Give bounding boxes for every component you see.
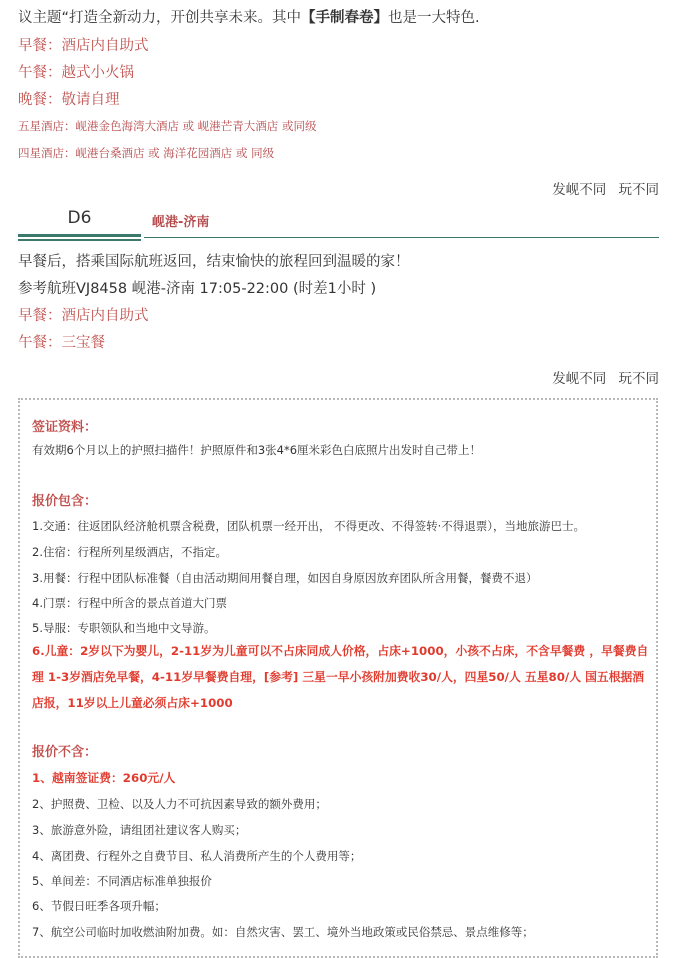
intro-prefix: 议主题“打造全新动力，开创共享未来。其中	[18, 10, 302, 26]
intro-suffix: 也是一大特色.	[388, 10, 480, 26]
breakfast-d6: 早餐：酒店内自助式	[18, 308, 149, 324]
dinner-d5: 晚餐：敬请自理	[18, 92, 120, 108]
day-label: D6	[67, 208, 92, 228]
day-route: 岘港-济南	[152, 215, 210, 230]
tag-line-1: 发岘不同 玩不同	[552, 182, 659, 198]
include-item: 5.导服：专职领队和当地中文导游。	[32, 621, 216, 635]
day6-header	[18, 204, 659, 240]
intro-bold: 【手制春卷】	[301, 10, 389, 26]
exclude-visa-fee: 1、越南签证费：260元/人	[32, 771, 176, 785]
hotel-five-star: 五星酒店：岘港金色海湾大酒店 或 岘港芒青大酒店 或同级	[18, 119, 317, 133]
exclude-item: 4、离团费、行程外之自费节目、私人消费所产生的个人费用等；	[32, 849, 362, 863]
lunch-d6: 午餐：三宝餐	[18, 335, 105, 351]
exclude-item: 2、护照费、卫检、以及人力不可抗因素导致的额外费用；	[32, 797, 327, 811]
day6-flight: 参考航班VJ8458 岘港-济南 17:05-22:00 (时差1小时 )	[18, 281, 377, 297]
day-divider	[144, 237, 659, 238]
include-title: 报价包含：	[32, 494, 98, 509]
day6-description: 早餐后，搭乘国际航班返回，结束愉快的旅程回到温暖的家！	[18, 254, 410, 270]
tag-line-2: 发岘不同 玩不同	[552, 371, 659, 387]
day-underline-2	[18, 239, 141, 241]
breakfast-d5: 早餐：酒店内自助式	[18, 38, 149, 54]
exclude-item: 6、节假日旺季各项升幅；	[32, 899, 166, 913]
child-policy: 6.儿童：2岁以下为婴儿，2-11岁为儿童可以不占床同成人价格，占床+1000，小孩不占床，不含早餐费 ，早餐费自理 1-3岁酒店免早餐，4-11岁早餐费自理，[参考] 三星一早小孩附加费收30/人，四星50/人 五星80/人 国五根据酒店报，11岁以上儿童必须占床+1000	[32, 644, 649, 710]
exclude-item: 3、旅游意外险，请组团社建议客人购买；	[32, 823, 247, 837]
visa-title: 签证资料：	[32, 420, 98, 435]
lunch-d5: 午餐：越式小火锅	[18, 65, 134, 81]
exclude-title: 报价不含：	[32, 745, 98, 760]
intro-line	[18, 6, 480, 27]
include-item: 3.用餐：行程中团队标准餐（自由活动期间用餐自理，如因自身原因放弃团队所含用餐，餐费不退）	[32, 571, 538, 585]
exclude-item: 7、航空公司临时加收燃油附加费。如：自然灾害、罢工、境外当地政策或民俗禁忌、景点维修等；	[32, 925, 534, 939]
include-item: 4.门票：行程中所含的景点首道大门票	[32, 596, 227, 610]
visa-text: 有效期6个月以上的护照扫描件！护照原件和3张4*6厘米彩色白底照片出发时自己带上！	[32, 443, 482, 457]
exclude-item: 5、单间差：不同酒店标准单独报价	[32, 874, 212, 888]
hotel-four-star: 四星酒店：岘港台桑酒店 或 海洋花园酒店 或 同级	[18, 146, 275, 160]
include-item: 1.交通：往返团队经济舱机票含税费，团队机票一经开出， 不得更改、不得签转·不得退票），当地旅游巴士。	[32, 519, 586, 533]
include-item: 2.住宿：行程所列星级酒店，不指定。	[32, 545, 227, 559]
notes-box	[18, 398, 658, 958]
day-underline	[18, 234, 141, 237]
